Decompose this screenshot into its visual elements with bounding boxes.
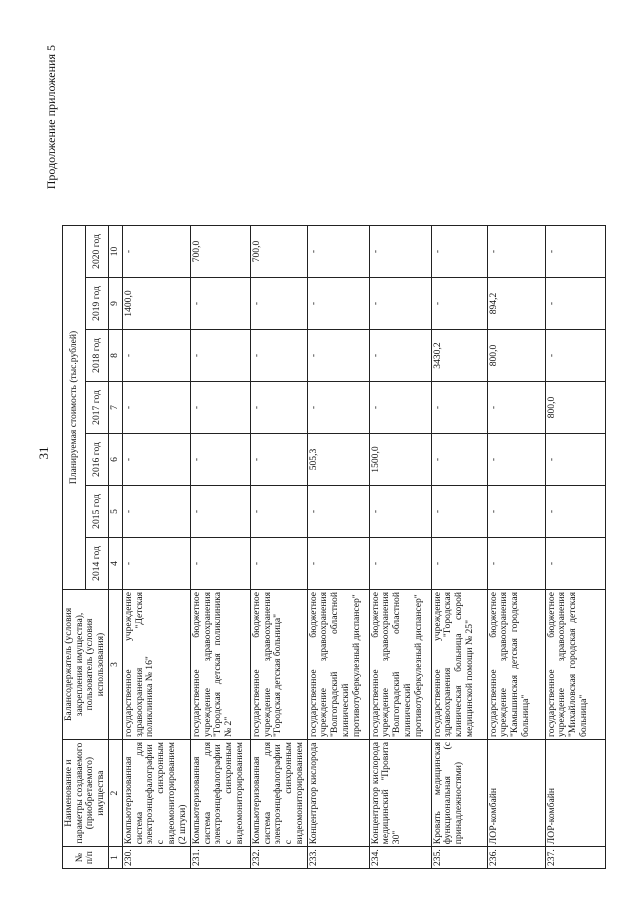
cost-value: - [250, 330, 307, 382]
item-name: Компьютеризованная система для электроэнцефалографии с синхронным видеомониторированием [190, 740, 250, 847]
cost-value: - [487, 538, 545, 590]
table-row [307, 226, 369, 869]
cost-value: - [190, 434, 250, 486]
cost-value: - [307, 278, 369, 330]
cost-value: - [250, 382, 307, 434]
cost-value: - [545, 330, 605, 382]
table-row [431, 226, 487, 869]
row-number: 230. [122, 847, 190, 869]
row-number: 232. [250, 847, 307, 869]
cost-value: - [190, 278, 250, 330]
cost-value: 1400,0 [122, 278, 190, 330]
item-holder: государственное бюджетное учреждение здравоохранения "Камышинская детская городская больница" [487, 590, 545, 740]
table-row [369, 226, 431, 869]
item-name: ЛОР-комбайн [487, 740, 545, 847]
index-cell: 5 [108, 486, 122, 538]
header-year: 2020 год [85, 226, 108, 278]
header-year: 2014 год [85, 538, 108, 590]
cost-value: - [122, 382, 190, 434]
cost-value: - [250, 434, 307, 486]
row-number: 234. [369, 847, 431, 869]
cost-value: - [250, 486, 307, 538]
cost-value: - [545, 434, 605, 486]
cost-value: 700,0 [190, 226, 250, 278]
continuation-label: Продолжение приложения 5 [44, 45, 58, 190]
item-holder: государственное бюджетное учреждение здравоохранения "Михайловская городская детская больница" [545, 590, 605, 740]
item-holder: государственное бюджетное учреждение здравоохранения "Городская детская поликлиника № 2" [190, 590, 250, 740]
index-cell: 3 [108, 590, 122, 740]
header-year: 2015 год [85, 486, 108, 538]
row-number: 236. [487, 847, 545, 869]
index-cell: 1 [108, 847, 122, 869]
cost-value: - [431, 226, 487, 278]
cost-value: 800,0 [545, 382, 605, 434]
cost-value: - [369, 226, 431, 278]
index-cell: 2 [108, 740, 122, 847]
cost-value: - [487, 434, 545, 486]
index-cell: 4 [108, 538, 122, 590]
cost-value: - [487, 486, 545, 538]
cost-value: - [122, 486, 190, 538]
cost-value: - [545, 538, 605, 590]
table-row [487, 226, 545, 869]
index-cell: 7 [108, 382, 122, 434]
item-name: Компьютеризованная система для электроэнцефалографии с синхронным видеомониторированием [250, 740, 307, 847]
header-num: № п/п [63, 847, 109, 869]
cost-value: 800,0 [487, 330, 545, 382]
row-number: 235. [431, 847, 487, 869]
index-row [108, 226, 122, 869]
cost-value: 505,3 [307, 434, 369, 486]
index-cell: 8 [108, 330, 122, 382]
cost-value: - [431, 434, 487, 486]
cost-value: - [307, 382, 369, 434]
cost-value: - [190, 486, 250, 538]
cost-value: 3430,2 [431, 330, 487, 382]
cost-value: - [431, 538, 487, 590]
cost-value: 1500,0 [369, 434, 431, 486]
item-holder: государственное учреждение здравоохранения "Городская клиническая больница скорой медицинской помощи № 25" [431, 590, 487, 740]
cost-value: - [307, 226, 369, 278]
index-cell: 6 [108, 434, 122, 486]
row-number: 231. [190, 847, 250, 869]
cost-value: 700,0 [250, 226, 307, 278]
table-row [545, 226, 605, 869]
cost-value: - [545, 278, 605, 330]
header-year: 2019 год [85, 278, 108, 330]
cost-value: - [431, 382, 487, 434]
cost-value: - [369, 382, 431, 434]
header-cost: Планируемая стоимость (тыс.рублей) [63, 226, 86, 590]
cost-value: - [545, 226, 605, 278]
cost-value: - [122, 538, 190, 590]
item-holder: государственное учреждение здравоохранения "Детская поликлиника № 16" [122, 590, 190, 740]
cost-table [62, 225, 606, 869]
cost-value: - [190, 538, 250, 590]
item-name: Кровать медицинская функциональная (с принадлежностями) [431, 740, 487, 847]
cost-value: - [369, 486, 431, 538]
item-holder: государственное бюджетное учреждение здравоохранения "Городская детская больница" [250, 590, 307, 740]
item-name: ЛОР-комбайн [545, 740, 605, 847]
cost-value: - [487, 382, 545, 434]
cost-value: - [545, 486, 605, 538]
item-name: Компьютеризованная система для электроэнцефалографии с синхронным видеомониторированием (2 штуки) [122, 740, 190, 847]
row-number: 237. [545, 847, 605, 869]
item-holder: государственное бюджетное учреждение здравоохранения "Волгоградский областной клинический противотуберкулезный диспансер" [369, 590, 431, 740]
cost-value: - [190, 382, 250, 434]
cost-value: - [190, 330, 250, 382]
cost-value: - [250, 538, 307, 590]
item-name: Концентратор кислорода медицинский "Провита 30" [369, 740, 431, 847]
cost-value: - [250, 278, 307, 330]
table-row [250, 226, 307, 869]
cost-value: - [307, 330, 369, 382]
index-cell: 9 [108, 278, 122, 330]
cost-value: - [431, 486, 487, 538]
cost-value: - [487, 226, 545, 278]
cost-value: - [307, 486, 369, 538]
index-cell: 10 [108, 226, 122, 278]
header-year: 2018 год [85, 330, 108, 382]
cost-value: - [122, 226, 190, 278]
cost-value: - [122, 434, 190, 486]
cost-value: - [369, 330, 431, 382]
cost-value: - [369, 278, 431, 330]
cost-value: 894,2 [487, 278, 545, 330]
table-row [122, 226, 190, 869]
cost-value: - [369, 538, 431, 590]
table-row [190, 226, 250, 869]
item-name: Концентратор кислорода [307, 740, 369, 847]
cost-value: - [307, 538, 369, 590]
header-name: Наименование и параметры создаваемого (приобретаемого) имущества [63, 740, 109, 847]
header-year: 2017 год [85, 382, 108, 434]
item-holder: государственное бюджетное учреждение здравоохранения "Волгоградский областной клинический противотуберкулезный диспансер" [307, 590, 369, 740]
page-number: 31 [36, 446, 51, 460]
header-year: 2016 год [85, 434, 108, 486]
header-holder: Балансодержатель (условия закрепления имущества), пользователь (условия использования) [63, 590, 109, 740]
cost-value: - [122, 330, 190, 382]
cost-value: - [431, 278, 487, 330]
row-number: 233. [307, 847, 369, 869]
